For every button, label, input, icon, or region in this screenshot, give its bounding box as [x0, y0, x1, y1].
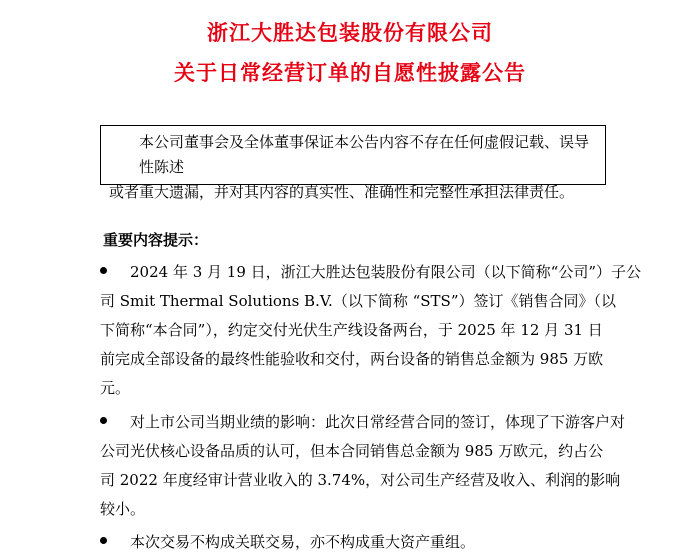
bullet-line: 对上市公司当期业绩的影响：此次日常经营合同的签订，体现了下游客户对 — [130, 413, 626, 431]
bullet-line: 司 Smit Thermal Solutions B.V.（以下简称 “STS”）签订《销售合同》（以 — [100, 292, 616, 310]
bullet-line: 前完成全部设备的最终性能验收和交付，两台设备的销售总金额为 985 万欧 — [100, 350, 604, 368]
bullet-line: 元。 — [100, 379, 131, 397]
bullet-icon — [100, 537, 107, 544]
bullet-text — [100, 408, 626, 524]
company-name-title: 浙江大胜达包装股份有限公司 — [207, 20, 493, 45]
bullet-line: 2024 年 3 月 19 日，浙江大胜达包装股份有限公司（以下简称“公司”）子公 — [130, 263, 641, 281]
bullet-icon — [100, 417, 107, 424]
bullet-line: 公司光伏核心设备品质的认可，但本合同销售总金额为 985 万欧元，约占公 — [100, 442, 604, 460]
bullet-line: 下简称“本合同”），约定交付光伏生产线设备两台，于 2025 年 12 月 31 日 — [100, 321, 603, 339]
disclaimer-line-2: 或者重大遗漏，并对其内容的真实性、准确性和完整性承担法律责任。 — [109, 183, 575, 201]
bullet-line: 较小。 — [100, 500, 146, 518]
key-points-heading: 重要内容提示： — [103, 231, 209, 249]
announcement-title: 关于日常经营订单的自愿性披露公告 — [174, 60, 526, 85]
bullet-text — [100, 258, 641, 403]
bullet-icon — [100, 267, 107, 274]
bullet-text — [130, 528, 610, 557]
bullet-line: 本次交易不构成关联交易，亦不构成重大资产重组。 — [130, 533, 476, 551]
disclaimer-line-1: 本公司董事会及全体董事保证本公告内容不存在任何虚假记载、误导性陈述 — [139, 133, 590, 176]
bullet-line: 司 2022 年度经审计营业收入的 3.74%，对公司生产经营及收入、利润的影响 — [100, 471, 621, 489]
board-disclaimer-box — [100, 125, 606, 201]
